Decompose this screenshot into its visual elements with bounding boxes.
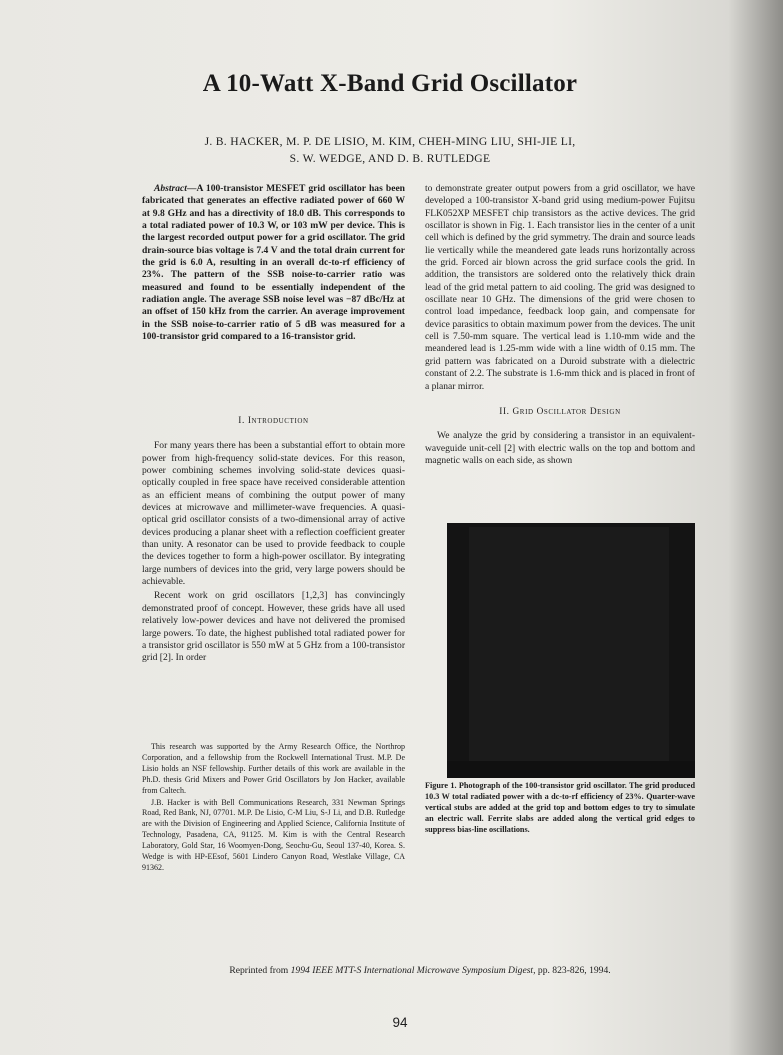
authors-line-1: J. B. HACKER, M. P. DE LISIO, M. KIM, CHEH-MING LIU, SHI-JIE LI, xyxy=(204,135,576,148)
abstract xyxy=(142,183,405,343)
reprint-source: 1994 IEEE MTT-S International Microwave Symposium Digest xyxy=(290,965,534,976)
grid-photo-image xyxy=(447,523,695,778)
right-column-text xyxy=(425,183,695,467)
intro-paragraph-2: Recent work on grid oscillators [1,2,3] has convincingly demonstrated proof of concept. However, these grids have all used relatively low-power devices and have not delivered the promised large powers. To date, the highest published total radiated power for a transistor grid oscillator is 550 mW at 5 GHz from a 100-transistor grid [2]. In order xyxy=(142,590,405,664)
footnote-funding: This research was supported by the Army Research Office, the Northrop Corporation, and a fellowship from the Rockwell International Trust. M.P. De Lisio holds an NSF fellowship. Further details of this work are available in the Ph.D. thesis Grid Mixers and Power Grid Oscillators by Jon Hacker, available from Caltech. xyxy=(142,742,405,795)
section-1 xyxy=(142,415,405,665)
grid-oscillator-photo xyxy=(447,523,695,778)
reprint-note: Reprinted from 1994 IEEE MTT-S International Microwave Symposium Digest, pp. 823-826, 1994. xyxy=(229,965,611,976)
right-paragraph-1: to demonstrate greater output powers from a grid oscillator, we have developed a 100-transistor X-band grid using medium-power Fujitsu FLK052XP MESFET chip transistors as the active devices. The grid oscillator is shown in Fig. 1. Each transistor lies in the center of a unit cell which is defined by the grid symmetry. The drain and source leads lie vertically while the meandered gate leads runs horizontally across the grid. Forced air blown across the grid surface cools the grid. In addition, the transistors are soldered onto the relatively thick drain lead of the grid metal pattern to aid cooling. The grid was designed to oscillate near 10 GHz. The dimensions of the grid were chosen to control load impedance, feedback loop gain, and compensate for device parasitics to obtain maximum power from the devices. The unit cell is 7.50-mm square. The vertical lead is 1.10-mm wide and the meandered lead is 1.25-mm wide with a line width of 0.15 mm. The grid pattern was fabricated on a Duroid substrate with a dielectric constant of 2.2. The substrate is 1.6-mm thick and is placed in front of a planar mirror. xyxy=(425,183,695,392)
page-number: 94 xyxy=(392,1015,408,1030)
author-list xyxy=(60,133,720,167)
authors-line-2: S. W. WEDGE, AND D. B. RUTLEDGE xyxy=(289,152,491,165)
paper-title: A 10-Watt X-Band Grid Oscillator xyxy=(202,70,578,97)
footnotes xyxy=(142,742,405,874)
footnote-affiliations: J.B. Hacker is with Bell Communications Research, 331 Newman Springs Road, Red Bank, NJ, 07701. M.P. De Lisio, C-M Liu, S-J Li, and D.B. Rutledge are with the Division of Engineering and Applied Science, California Institute of Technology, Pasadena, CA, 91125. M. Kim is with the Central Research Laboratory, Gold Star, 16 Woomyen-Dong, Seochu-Gu, Seoul 137-40, Korea. S. Wedge is with HP-EEsof, 5601 Lindero Canyon Road, Westlake Village, CA 91362. xyxy=(142,797,405,872)
figure-caption: Figure 1. Photograph of the 100-transistor grid oscillator. The grid produced 10.3 W total radiated power with a dc-to-rf efficiency of 23%. Quarter-wave vertical stubs are added at the grid top and bottom edges to try to simulate an electric wall. Ferrite slabs are added along the vertical grid edges to suppress bias-line oscillations. xyxy=(425,781,695,834)
section-2-heading: II. Grid Oscillator Design xyxy=(499,406,621,417)
section-1-heading: I. Introduction xyxy=(238,416,309,426)
bleed-through-text xyxy=(395,45,695,56)
intro-paragraph-1: For many years there has been a substantial effort to obtain more power from high-frequency solid-state devices. For this reason, power combining schemes involving solid-state devices quasi-optically coupled in free space have received considerable attention as an efficient means of combining the output power of many devices at microwave and millimeter-wave frequencies. A quasi-optical grid oscillator consists of a two-dimensional array of active devices producing a planar sheet with a reflection coefficient greater than unity. A resonator can be used to provide feedback to couple the devices together to form a high-power oscillator. By integrating large numbers of devices into the grid, very large powers should be achievable. xyxy=(142,440,405,588)
abstract-text: —A 100-transistor MESFET grid oscillator has been fabricated that generates an effective radiated power of 660 W at 9.8 GHz and has a directivity of 18.0 dB. This corresponds to a total radiated power of 10.3 W, or 103 mW per device. This is the largest recorded output power for a grid oscillator. The grid drain-source bias voltage is 7.4 V and the total drain current for the grid is 6.0 A, resulting in an overall dc-to-rf efficiency of 23%. The pattern of the SSB noise-to-carrier ratio was measured and found to be essentially independent of the radiation angle. The average SSB noise level was −87 dBc/Hz at an offset of 150 kHz from the carrier. An average improvement in the SSB noise-to-carrier ratio of 5 dB was measured for a 100-transistor grid compared to a 16-transistor grid. xyxy=(142,183,405,343)
abstract-lead: Abstract xyxy=(154,183,187,194)
right-paragraph-2: We analyze the grid by considering a transistor in an equivalent-waveguide unit-cell [2] with electric walls on the top and bottom and magnetic walls on each side, as shown xyxy=(425,430,695,466)
